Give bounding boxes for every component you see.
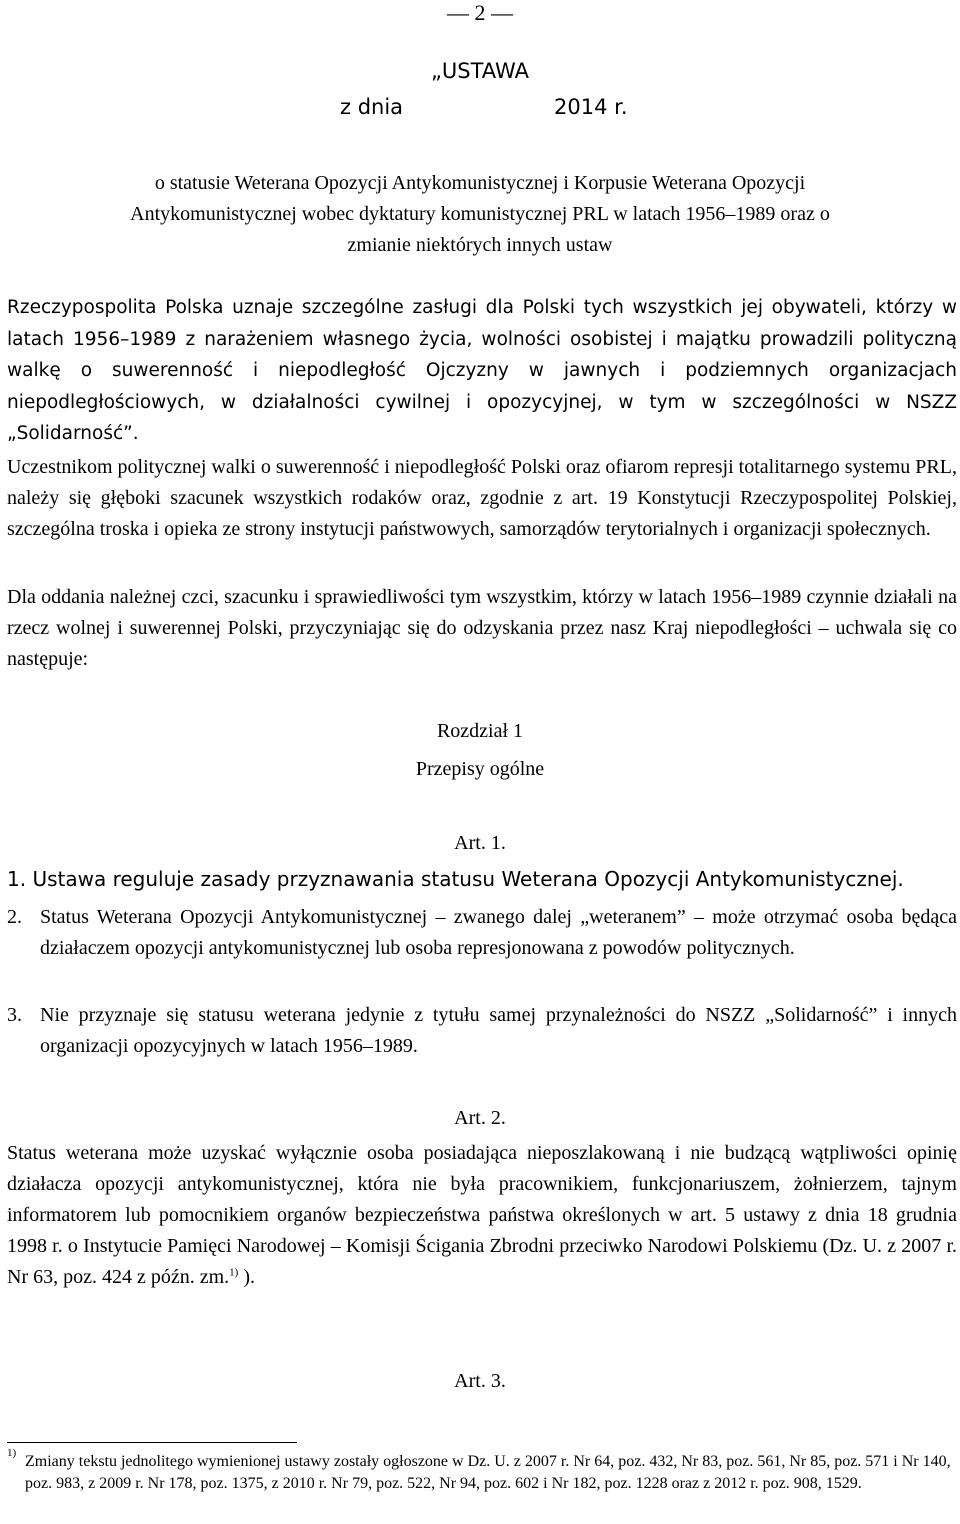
item-number: 2.	[7, 906, 22, 928]
footnote: 1) Zmiany tekstu jednolitego wymienionej ustawy zostały ogłoszone w Dz. U. z 2007 r. Nr 64, poz. 432, Nr 83, poz. 561, Nr 85, poz. 571 i Nr 140, poz. 983, z 2009 r. Nr 178, poz. 1375, z 2010 r. Nr 79, poz. 522, Nr 94, poz. 602 i Nr 182, poz. 1228 oraz z 2012 r. poz. 908, 1529.	[7, 1451, 957, 1495]
item-text: Ustawa reguluje zasady przyznawania statusu Weterana Opozycji Antykomunistycznej.	[32, 867, 904, 891]
article-1-label: Art. 1.	[454, 832, 506, 854]
article-1-item-1	[7, 864, 957, 895]
page-number: — 2 —	[447, 0, 513, 25]
article-2-label: Art. 2.	[454, 1107, 506, 1129]
article-2-body: Status weterana może uzyskać wyłącznie osoba posiadająca nieposzlakowaną i nie budzącą wątpliwości opinię działacza opozycji antykomunistycznej, która nie była pracownikiem, funkcjonariuszem, żołnierzem, tajnym informatorem lub pomocnikiem organów bezpieczeństwa państwa określonych w art. 5 ustawy z dnia 18 grudnia 1998 r. o Instytucie Pamięci Narodowej – Komisji Ścigania Zbrodni przeciwko Narodowi Polskiemu (Dz. U. z 2007 r. Nr 63, poz. 424 z późn. zm.	[7, 1142, 957, 1288]
item-number: 3.	[7, 1004, 22, 1026]
preamble-paragraph-1: Rzeczypospolita Polska uznaje szczególne zasługi dla Polski tych wszystkich jej obywateli, którzy w latach 1956–1989 z narażeniem własnego życia, wolności osobistej i majątku prowadzili polityczną walkę o suwerenność i niepodległość Ojczyzny w jawnych i podziemnych organizacjach niepodległościowych, w działalności cywilnej i opozycyjnej, w tym w szczególności w NSZZ „Solidarność”.	[7, 297, 957, 444]
article-1-item-3	[7, 1000, 957, 1062]
act-subject: o statusie Weterana Opozycji Antykomunistycznej i Korpusie Weterana Opozycji Antykomunistycznej wobec dyktatury komunistycznej PRL w latach 1956–1989 oraz o zmianie niektórych innych ustaw	[130, 172, 830, 256]
date-year: 2014 r.	[554, 95, 628, 119]
item-text: Nie przyznaje się statusu weterana jedynie z tytułu samej przynależności do NSZZ „Solidarność” i innych organizacji opozycyjnych w latach 1956–1989.	[40, 1004, 957, 1057]
article-2-text	[7, 1138, 957, 1293]
footnote-reference: 1)	[229, 1266, 239, 1279]
act-title: „USTAWA	[431, 59, 529, 83]
item-number: 1.	[7, 867, 27, 891]
date-prefix: z dnia	[340, 95, 404, 119]
preamble-paragraph-3: Dla oddania należnej czci, szacunku i sprawiedliwości tym wszystkim, którzy w latach 1956–1989 czynnie działali na rzecz wolnej i suwerennej Polski, przyczyniając się do odzyskania przez nasz Kraj niepodległości – uchwala się co następuje:	[7, 586, 957, 670]
chapter-number: Rozdział 1	[436, 720, 524, 742]
item-text: Status Weterana Opozycji Antykomunistycznej – zwanego dalej „weteranem” – może otrzymać osoba będąca działaczem opozycji antykomunistycznej lub osoba represjonowana z powodów politycznych.	[40, 906, 957, 959]
article-2-end: ).	[243, 1266, 256, 1288]
footnote-text: Zmiany tekstu jednolitego wymienionej ustawy zostały ogłoszone w Dz. U. z 2007 r. Nr 64, poz. 432, Nr 83, poz. 561, Nr 85, poz. 571 i Nr 140, poz. 983, z 2009 r. Nr 178, poz. 1375, z 2010 r. Nr 79, poz. 522, Nr 94, poz. 602 i Nr 182, poz. 1228 oraz z 2012 r. poz. 908, 1529.	[25, 1453, 951, 1492]
preamble-paragraph-2: Uczestnikom politycznej walki o suwerenność i niepodległość Polski oraz ofiarom represji totalitarnego systemu PRL, należy się głęboki szacunek wszystkich rodaków oraz, zgodnie z art. 19 Konstytucji Rzeczypospolitej Polskiej, szczególna troska i opieka ze strony instytucji państwowych, samorządów terytorialnych i organizacji społecznych.	[7, 456, 957, 540]
article-3-label: Art. 3.	[454, 1370, 506, 1392]
footnote-divider	[7, 1442, 297, 1443]
article-1-item-2	[7, 902, 957, 964]
chapter-title: Przepisy ogólne	[415, 758, 545, 780]
